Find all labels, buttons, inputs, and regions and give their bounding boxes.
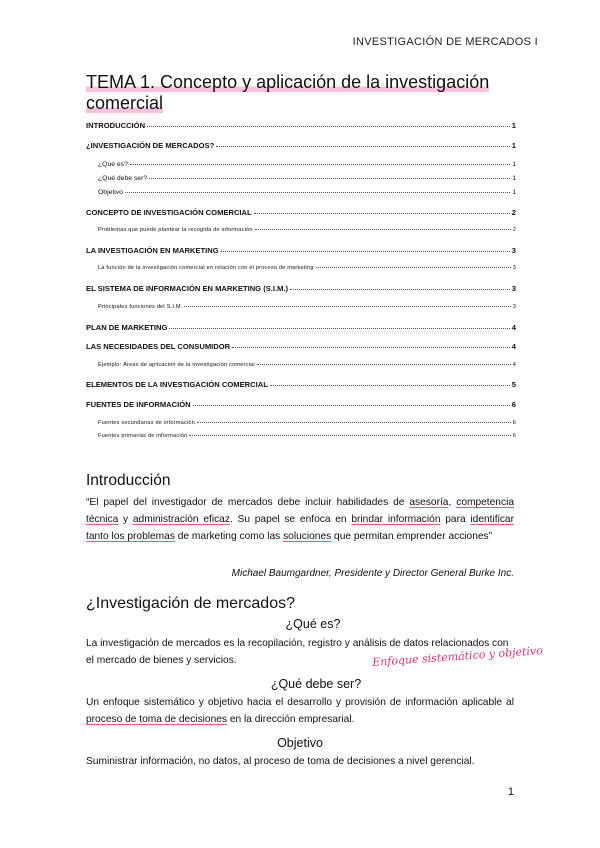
intro-heading: Introducción <box>86 472 171 489</box>
toc-entry[interactable]: ¿INVESTIGACIÓN DE MERCADOS? 1 <box>86 141 516 150</box>
toc-entry[interactable]: Fuentes primarias de información 6 <box>98 433 516 439</box>
toc-entry[interactable]: FUENTES DE INFORMACIÓN 6 <box>86 400 516 409</box>
toc-entry[interactable]: ¿Qué debe ser? 1 <box>98 175 516 182</box>
toc-entry[interactable]: ¿Qué es? 1 <box>98 161 516 168</box>
toc-entry[interactable]: CONCEPTO DE INVESTIGACIÓN COMERCIAL 2 <box>86 208 516 217</box>
toc-entry[interactable]: ELEMENTOS DE LA INVESTIGACIÓN COMERCIAL 5 <box>86 380 516 389</box>
quote-author: Michael Baumgardner, Presidente y Director General Burke Inc. <box>231 568 514 579</box>
objetivo-heading: Objetivo <box>277 736 323 750</box>
toc-entry[interactable]: Fuentes secundarias de información 6 <box>98 420 516 426</box>
toc-entry[interactable]: INTRODUCCIÓN 1 <box>86 121 516 130</box>
handwritten-note: Enfoque sistemático y objetivo <box>371 644 544 669</box>
document-title: TEMA 1. Concepto y aplicación de la investigación comercial <box>86 72 490 113</box>
toc-entry[interactable]: LA INVESTIGACIÓN EN MARKETING 3 <box>86 246 516 255</box>
debe-ser-text: Un enfoque sistemático y objetivo hacia el desarrollo y provisión de información aplicable al proceso de toma de decisiones en la dirección empresarial. <box>86 697 514 725</box>
page-number: 1 <box>507 786 514 798</box>
toc-entry[interactable]: EL SISTEMA DE INFORMACIÓN EN MARKETING (S.I.M.) 3 <box>86 284 516 293</box>
que-es-heading: ¿Qué es? <box>285 617 341 631</box>
que-es-text: La investigación de mercados es la recopilación, registro y análisis de datos relacionados con el mercado de bienes y servicios. <box>86 638 509 666</box>
toc-entry[interactable]: Objetivo 1 <box>98 189 516 196</box>
toc-entry[interactable]: Principales funciones del S.I.M. 3 <box>98 304 516 310</box>
objetivo-text: Suministrar información, no datos, al proceso de toma de decisiones a nivel gerencial. <box>86 756 475 767</box>
debe-ser-heading: ¿Qué debe ser? <box>270 677 362 691</box>
section-heading: ¿Investigación de mercados? <box>86 595 295 612</box>
toc-entry[interactable]: Problemas que puede plantear la recogida de información 2 <box>98 227 516 233</box>
toc-entry[interactable]: Ejemplo: Áreas de aplicación de la investigación comercial 4 <box>98 362 516 368</box>
toc-entry[interactable]: PLAN DE MARKETING 4 <box>86 323 516 332</box>
toc-entry[interactable]: LAS NECESIDADES DEL CONSUMIDOR 4 <box>86 342 516 351</box>
intro-quote: “El papel del investigador de mercados debe incluir habilidades de asesoría, competencia técnica y administración eficaz. Su papel se enfoca en brindar información para identificar tanto los problemas de marketing como las soluciones que permitan emprender acciones” <box>86 497 514 542</box>
running-header: INVESTIGACIÓN DE MERCADOS I <box>352 36 538 48</box>
toc-entry[interactable]: La función de la investigación comercial en relación con el proceso de marketing 3 <box>98 265 516 271</box>
